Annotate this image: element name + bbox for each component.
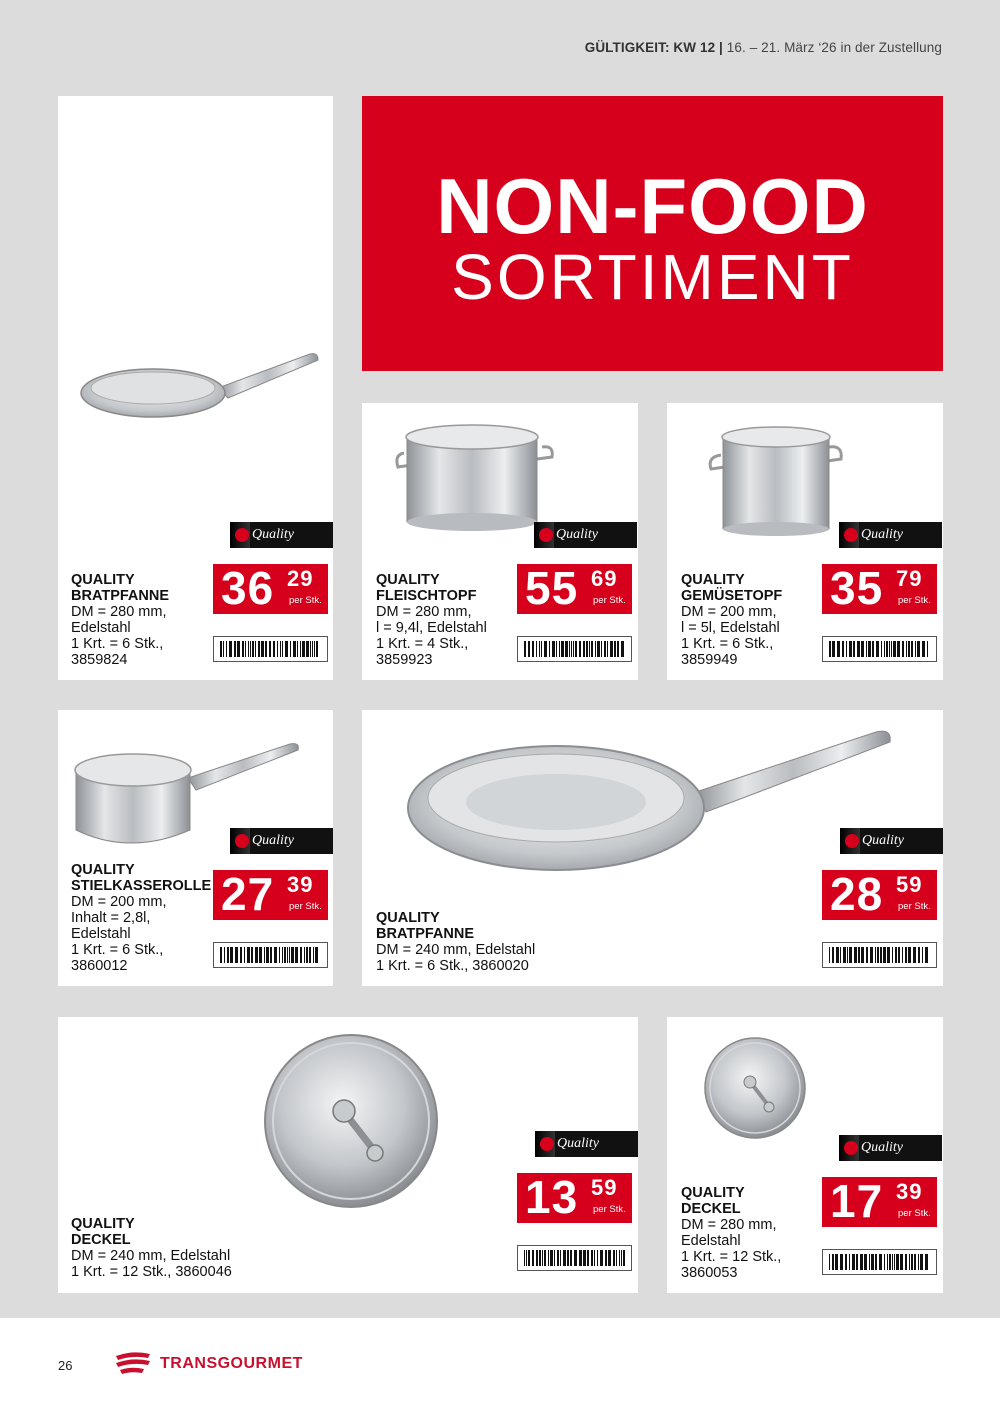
product-details: DM = 200 mm, Inhalt = 2,8l, Edelstahl 1 Krt. = 6 Stk., 3860012 xyxy=(71,894,167,974)
vegetable-pot-image xyxy=(697,417,857,537)
product-name: BRATPFANNE xyxy=(376,926,475,942)
product-description xyxy=(376,572,516,668)
quality-badge: Quality xyxy=(839,1135,942,1161)
product-description xyxy=(71,862,213,974)
product-card-gemuesetopf[interactable] xyxy=(667,403,943,680)
quality-badge: Quality xyxy=(535,1131,638,1157)
price-unit: per Stk. xyxy=(898,1208,931,1219)
transgourmet-logo-icon xyxy=(112,1348,154,1378)
page-number: 26 xyxy=(58,1358,73,1373)
product-name: DECKEL xyxy=(681,1201,741,1217)
quality-badge: Quality xyxy=(534,522,637,548)
product-name: FLEISCHTOPF xyxy=(376,588,477,604)
product-card-deckel-280[interactable] xyxy=(667,1017,943,1293)
frying-pan-large-image xyxy=(406,722,896,892)
product-brand: QUALITY xyxy=(71,1216,135,1232)
price-integer: 55 xyxy=(525,562,579,614)
category-banner xyxy=(362,96,943,371)
price-tag xyxy=(822,870,937,920)
barcode xyxy=(517,1245,632,1271)
product-name: GEMÜSETOPF xyxy=(681,588,783,604)
price-integer: 28 xyxy=(830,868,884,920)
product-details: DM = 240 mm, Edelstahl 1 Krt. = 12 Stk., 3860046 xyxy=(71,1248,232,1280)
barcode xyxy=(517,636,632,662)
banner-title: NON-FOOD xyxy=(436,162,869,250)
product-details: DM = 280 mm, Edelstahl 1 Krt. = 6 Stk., 3859824 xyxy=(71,604,167,668)
price-unit: per Stk. xyxy=(898,901,931,912)
price-integer: 17 xyxy=(830,1175,884,1227)
product-brand: QUALITY xyxy=(71,862,135,878)
price-decimal: 29 xyxy=(287,566,314,591)
product-card-stielkasserolle[interactable] xyxy=(58,710,333,986)
product-details: DM = 240 mm, Edelstahl 1 Krt. = 6 Stk., 3860020 xyxy=(376,942,536,974)
barcode xyxy=(822,636,937,662)
product-brand: QUALITY xyxy=(71,572,135,588)
brand-logo xyxy=(112,1348,312,1378)
price-integer: 35 xyxy=(830,562,884,614)
price-integer: 36 xyxy=(221,562,275,614)
barcode xyxy=(213,636,328,662)
validity-label: GÜLTIGKEIT: KW 12 | xyxy=(584,40,723,55)
validity-info xyxy=(585,40,942,55)
banner-subtitle: SORTIMENT xyxy=(451,241,854,313)
price-decimal: 69 xyxy=(591,566,618,591)
product-details: DM = 280 mm, Edelstahl 1 Krt. = 12 Stk., 3860053 xyxy=(681,1217,782,1281)
quality-badge: Quality xyxy=(839,522,942,548)
price-unit: per Stk. xyxy=(898,595,931,606)
price-integer: 27 xyxy=(221,868,275,920)
product-description xyxy=(376,910,636,974)
price-decimal: 59 xyxy=(591,1175,618,1200)
price-decimal: 79 xyxy=(896,566,923,591)
price-unit: per Stk. xyxy=(593,595,626,606)
product-brand: QUALITY xyxy=(681,572,745,588)
validity-text: 16. – 21. März ‘26 in der Zustellung xyxy=(726,40,942,55)
brand-name: TRANSGOURMET xyxy=(160,1355,303,1372)
product-brand: QUALITY xyxy=(681,1185,745,1201)
product-brand: QUALITY xyxy=(376,910,440,926)
price-decimal: 39 xyxy=(896,1179,923,1204)
product-details: DM = 280 mm, l = 9,4l, Edelstahl 1 Krt. = 4 Stk., 3859923 xyxy=(376,604,487,668)
product-description xyxy=(71,572,211,668)
barcode xyxy=(822,1249,937,1275)
product-brand: QUALITY xyxy=(376,572,440,588)
frying-pan-image xyxy=(78,348,328,438)
product-card-bratpfanne-240[interactable] xyxy=(362,710,943,986)
price-unit: per Stk. xyxy=(593,1204,626,1215)
price-decimal: 39 xyxy=(287,872,314,897)
price-tag xyxy=(517,1173,632,1223)
price-tag xyxy=(213,564,328,614)
barcode xyxy=(822,942,937,968)
price-tag xyxy=(517,564,632,614)
quality-badge: Quality xyxy=(230,522,333,548)
product-description xyxy=(681,1185,821,1281)
product-name: BRATPFANNE xyxy=(71,588,170,604)
price-integer: 13 xyxy=(525,1171,579,1223)
barcode xyxy=(213,942,328,968)
product-card-bratpfanne-280[interactable] xyxy=(58,96,333,680)
lid-small-image xyxy=(702,1035,808,1141)
lid-large-image xyxy=(261,1031,441,1211)
price-unit: per Stk. xyxy=(289,901,322,912)
product-details: DM = 200 mm, l = 5l, Edelstahl 1 Krt. = 6 Stk., 3859949 xyxy=(681,604,780,668)
price-unit: per Stk. xyxy=(289,595,322,606)
product-name: STIELKASSEROLLE xyxy=(71,878,212,894)
quality-badge: Quality xyxy=(230,828,333,854)
product-card-deckel-240[interactable] xyxy=(58,1017,638,1293)
price-tag xyxy=(213,870,328,920)
price-tag xyxy=(822,1177,937,1227)
price-tag xyxy=(822,564,937,614)
product-description xyxy=(681,572,821,668)
stock-pot-image xyxy=(392,415,557,535)
product-description xyxy=(71,1216,331,1280)
product-card-fleischtopf[interactable] xyxy=(362,403,638,680)
product-name: DECKEL xyxy=(71,1232,131,1248)
price-decimal: 59 xyxy=(896,872,923,897)
quality-badge: Quality xyxy=(840,828,943,854)
